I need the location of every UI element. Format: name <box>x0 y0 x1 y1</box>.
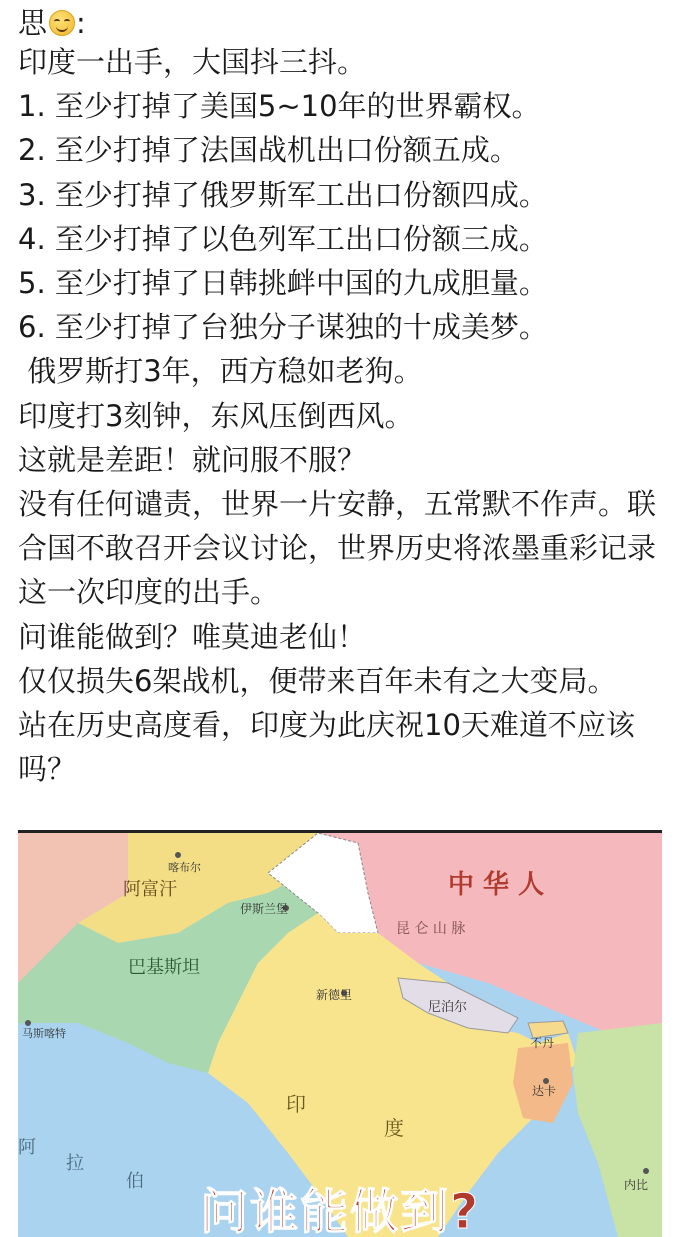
map-label-kunlun: 昆 仑 山 脉 <box>396 921 466 937</box>
author-colon: : <box>76 6 86 40</box>
post-line: 俄罗斯打3年，西方稳如老狗。 <box>18 354 423 389</box>
map-label-kabul: 喀布尔 <box>168 861 201 874</box>
post-line: 这就是差距！就问服不服？ <box>18 442 367 477</box>
author-line <box>18 6 656 40</box>
map-label-afghanistan: 阿富汗 <box>123 879 177 900</box>
map-label-bhutan: 不丹 <box>530 1036 555 1050</box>
post-paragraph: 站在历史高度看，印度为此庆祝10天难道不应该吗？ <box>18 708 635 787</box>
map-label-india-1: 印 <box>286 1092 306 1116</box>
map-label-india-2: 度 <box>384 1116 404 1140</box>
post-paragraph: 没有任何谴责，世界一片安静，五常默不作声。联合国不敢召开会议讨论，世界历史将浓墨重彩记录这一次印度的出手。 <box>18 487 657 610</box>
post-line: 2. 至少打掉了法国战机出口份额五成。 <box>18 133 519 168</box>
post-line: 印度打3刻钟，东风压倒西风。 <box>18 398 414 433</box>
post-line: 5. 至少打掉了日韩挑衅中国的九成胆量。 <box>18 266 548 301</box>
map-label-china: 中 华 人 <box>448 870 545 900</box>
map-label-pakistan: 巴基斯坦 <box>128 957 200 978</box>
author-name: 思 <box>18 6 48 40</box>
kabul-dot <box>175 852 181 858</box>
post-line: 6. 至少打掉了台独分子谋独的十成美梦。 <box>18 310 548 345</box>
post-paragraph: 仅仅损失6架战机，便带来百年未有之大变局。 <box>18 663 617 698</box>
map-label-arabian-1: 阿 <box>18 1137 36 1158</box>
post-line: 1. 至少打掉了美国5~10年的世界霸权。 <box>18 89 541 124</box>
post-text <box>18 40 656 791</box>
map-label-arabian-3: 伯 <box>126 1171 144 1192</box>
map-label-arabian-2: 拉 <box>66 1153 84 1174</box>
post-line: 问谁能做到？唯莫迪老仙！ <box>18 619 367 654</box>
map-label-muscat: 马斯喀特 <box>22 1027 66 1040</box>
post-line: 4. 至少打掉了以色列军工出口份额三成。 <box>18 221 548 256</box>
map-label-naypyidaw: 内比 <box>624 1178 649 1192</box>
map-label-nepal: 尼泊尔 <box>428 1000 468 1015</box>
map-image[interactable] <box>18 830 662 1237</box>
map-label-dhaka: 达卡 <box>532 1084 557 1098</box>
post-line: 印度一出手，大国抖三抖。 <box>18 45 367 79</box>
map-label-new-delhi: 新德里 <box>316 988 353 1002</box>
post-line: 3. 至少打掉了俄罗斯军工出口份额四成。 <box>18 177 548 212</box>
map-caption: 问谁能做到? <box>200 1184 480 1237</box>
map-label-islamabad: 伊斯兰堡 <box>240 902 289 916</box>
laughing-face-emoji-icon <box>49 10 75 36</box>
muscat-dot <box>25 1020 31 1026</box>
